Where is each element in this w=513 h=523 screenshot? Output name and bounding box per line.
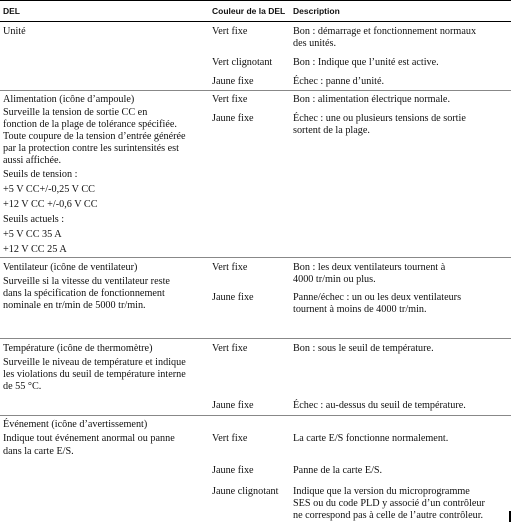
row-separator xyxy=(0,415,511,416)
row-event-component-line-1: Indique tout événement anormal ou panne xyxy=(3,433,175,444)
row-temp-desc-1-line-0: Échec : au-dessus du seuil de température. xyxy=(293,400,466,411)
row-alim-component-line-11: +12 V CC 25 A xyxy=(3,244,67,255)
row-event-color-2: Jaune clignotant xyxy=(212,486,279,497)
row-event-desc-2-line-0: Indique que la version du microprogramme xyxy=(293,486,470,497)
row-vent-color-0: Vert fixe xyxy=(212,262,248,273)
row-event-color-0: Vert fixe xyxy=(212,433,248,444)
row-alim-desc-1-line-1: sortent de la plage. xyxy=(293,125,370,136)
row-alim-component-line-1: Surveille la tension de sortie CC en xyxy=(3,107,148,118)
row-event-desc-2-line-1: SES ou du code PLD y associé d’un contrôleur xyxy=(293,498,485,509)
row-alim-desc-0-line-0: Bon : alimentation électrique normale. xyxy=(293,94,451,105)
row-vent-desc-1-line-1: tournent à moins de 4000 tr/min. xyxy=(293,304,427,315)
row-alim-component-line-2: fonction de la plage de tolérance spécifiée. xyxy=(3,119,177,130)
row-vent-component-line-1: Surveille si la vitesse du ventilateur reste xyxy=(3,276,170,287)
row-separator xyxy=(0,257,511,258)
row-temp-component-line-2: les violations du seuil de température interne xyxy=(3,369,186,380)
row-alim-component-line-9: Seuils actuels : xyxy=(3,214,65,225)
row-unite-desc-1-line-0: Bon : Indique que l’unité est active. xyxy=(293,57,439,68)
row-separator xyxy=(0,338,511,339)
row-temp-component-line-3: de 55 °C. xyxy=(3,381,42,392)
row-temp-component-line-1: Surveille le niveau de température et indique xyxy=(3,357,186,368)
row-event-desc-0-line-0: La carte E/S fonctionne normalement. xyxy=(293,433,449,444)
row-vent-desc-1-line-0: Panne/échec : un ou les deux ventilateurs xyxy=(293,292,462,303)
row-unite-component: Unité xyxy=(3,26,26,37)
row-event-component-line-0: Événement (icône d’avertissement) xyxy=(3,419,148,430)
row-alim-desc-1-line-0: Échec : une ou plusieurs tensions de sortie xyxy=(293,113,466,124)
row-vent-component-line-2: dans la spécification de fonctionnement xyxy=(3,288,165,299)
header-couleur: Couleur de la DEL xyxy=(212,6,286,16)
row-unite-desc-0-line-0: Bon : démarrage et fonctionnement normaux xyxy=(293,26,477,37)
header-description: Description xyxy=(293,6,340,16)
row-unite-desc-2-line-0: Échec : panne d’unité. xyxy=(293,76,385,87)
row-vent-desc-0-line-1: 4000 tr/min ou plus. xyxy=(293,274,376,285)
row-vent-component-line-3: nominale en tr/min de 5000 tr/min. xyxy=(3,300,146,311)
table-header xyxy=(0,0,511,22)
row-unite-color-2: Jaune fixe xyxy=(212,76,254,87)
row-temp-component-line-0: Température (icône de thermomètre) xyxy=(3,343,153,354)
row-separator xyxy=(0,90,511,91)
header-del: DEL xyxy=(3,6,20,16)
row-alim-component-line-6: Seuils de tension : xyxy=(3,169,78,180)
row-vent-color-1: Jaune fixe xyxy=(212,292,254,303)
row-unite-color-0: Vert fixe xyxy=(212,26,248,37)
row-temp-color-0: Vert fixe xyxy=(212,343,248,354)
row-vent-component-line-0: Ventilateur (icône de ventilateur) xyxy=(3,262,138,273)
row-event-color-1: Jaune fixe xyxy=(212,465,254,476)
row-event-desc-1-line-0: Panne de la carte E/S. xyxy=(293,465,383,476)
row-alim-component-line-7: +5 V CC+/-0,25 V CC xyxy=(3,184,95,195)
row-alim-component-line-5: aussi affichée. xyxy=(3,155,62,166)
row-alim-component-line-8: +12 V CC +/-0,6 V CC xyxy=(3,199,98,210)
change-bar xyxy=(509,511,511,522)
row-unite-desc-0-line-1: des unités. xyxy=(293,38,337,49)
row-event-component-line-2: dans la carte E/S. xyxy=(3,446,74,457)
row-alim-component-line-0: Alimentation (icône d’ampoule) xyxy=(3,94,135,105)
row-alim-component-line-3: Toute coupure de la tension d’entrée générée xyxy=(3,131,186,142)
row-alim-color-1: Jaune fixe xyxy=(212,113,254,124)
row-alim-component-line-10: +5 V CC 35 A xyxy=(3,229,62,240)
row-alim-component-line-4: par la protection contre les surintensités est xyxy=(3,143,179,154)
row-alim-color-0: Vert fixe xyxy=(212,94,248,105)
row-vent-desc-0-line-0: Bon : les deux ventilateurs tournent à xyxy=(293,262,446,273)
row-event-desc-2-line-2: ne correspond pas à celle de l’autre contrôleur. xyxy=(293,510,484,521)
row-temp-desc-0-line-0: Bon : sous le seuil de température. xyxy=(293,343,434,354)
row-unite-color-1: Vert clignotant xyxy=(212,57,273,68)
row-temp-color-1: Jaune fixe xyxy=(212,400,254,411)
